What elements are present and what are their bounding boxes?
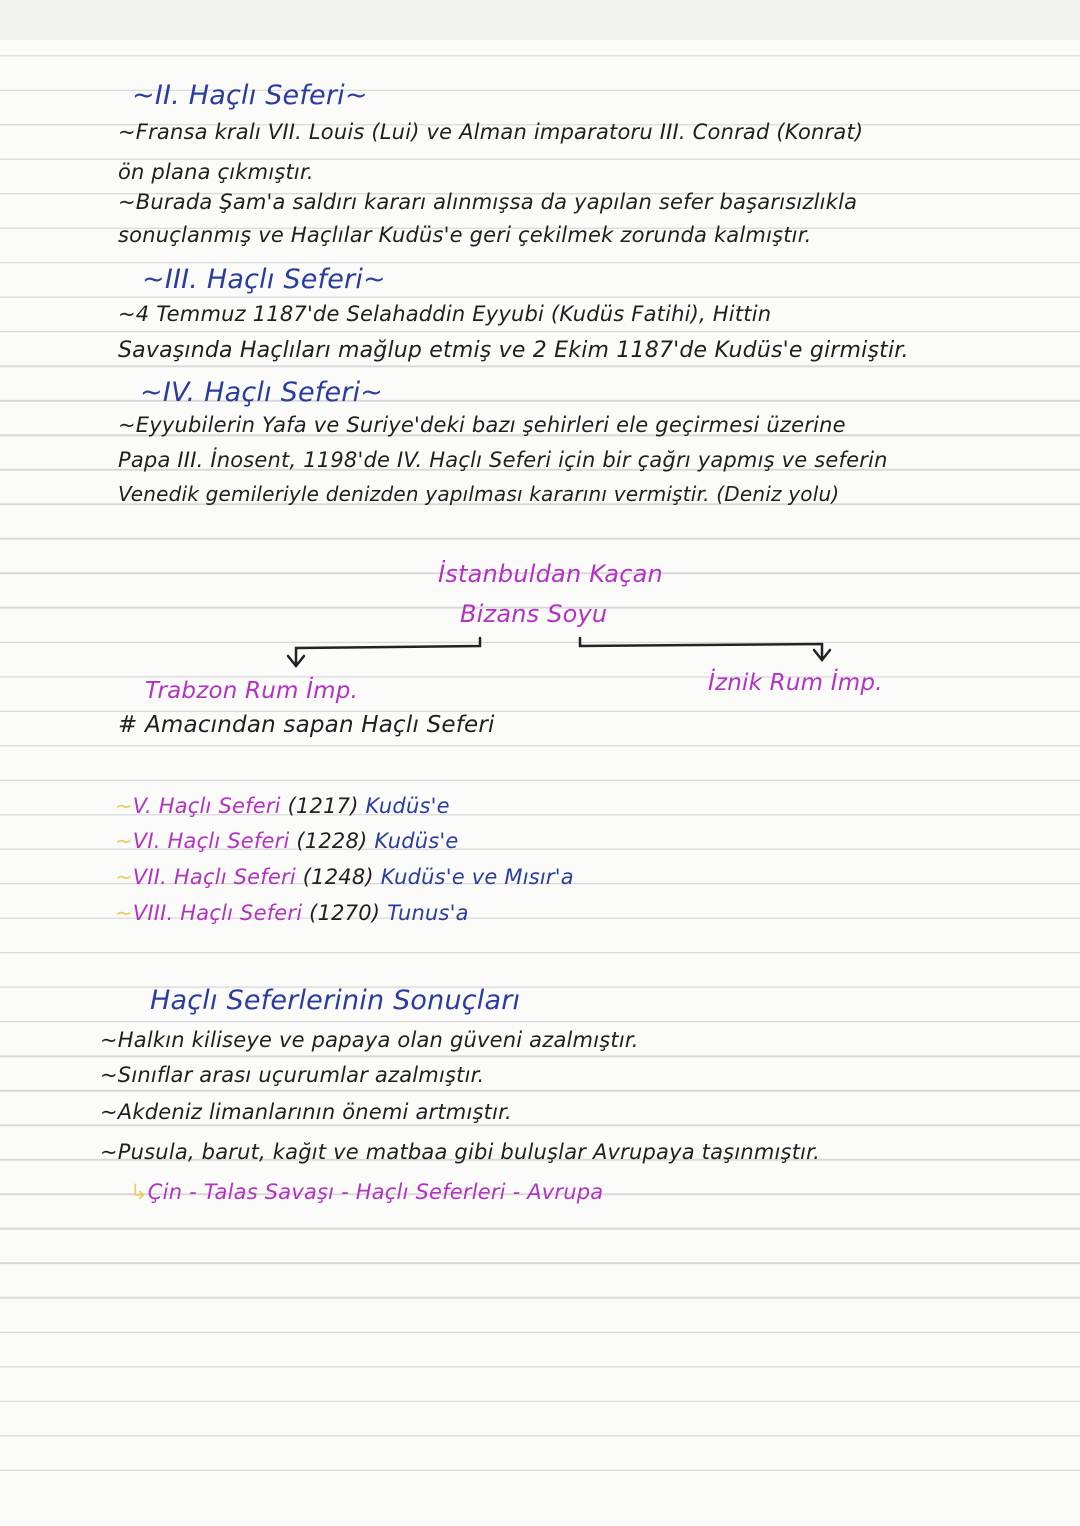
crusade-year: (1217) xyxy=(287,794,359,818)
note-line: # Amacından sapan Haçlı Seferi xyxy=(118,712,495,738)
crusade-list-item xyxy=(115,794,450,818)
crusade-year: (1228) xyxy=(296,829,368,853)
tilde-icon: ~ xyxy=(115,829,133,853)
text-line: ~Fransa kralı VII. Louis (Lui) ve Alman imparatoru III. Conrad (Konrat) xyxy=(118,120,864,144)
result-item: ~Akdeniz limanlarının önemi artmıştır. xyxy=(100,1100,512,1124)
diagram-left-node: Trabzon Rum İmp. xyxy=(145,678,359,704)
crusade-target: Kudüs'e xyxy=(365,794,450,818)
tilde-icon: ~ xyxy=(115,865,133,889)
crusade-target: Kudüs'e xyxy=(374,829,459,853)
text-line: ön plana çıkmıştır. xyxy=(118,160,314,184)
arrow-right xyxy=(580,638,822,658)
tilde-icon: ~ xyxy=(115,901,133,925)
text-line: sonuçlanmış ve Haçlılar Kudüs'e geri çekilmek zorunda kalmıştır. xyxy=(118,223,812,247)
crusade-name: VIII. Haçlı Seferi xyxy=(132,901,303,925)
diagram-root-line2: Bizans Soyu xyxy=(460,600,608,628)
subnote-text: Çin - Talas Savaşı - Haçlı Seferleri - Avrupa xyxy=(147,1180,604,1204)
result-item: ~Sınıflar arası uçurumlar azalmıştır. xyxy=(100,1063,485,1087)
crusade-name: VII. Haçlı Seferi xyxy=(132,865,296,889)
crusade-year: (1270) xyxy=(309,901,381,925)
crusade-list-item xyxy=(115,901,469,925)
text-line: Papa III. İnosent, 1198'de IV. Haçlı Seferi için bir çağrı yapmış ve seferin xyxy=(118,448,888,472)
result-subnote xyxy=(130,1180,603,1204)
section-title-2nd-crusade: ~II. Haçlı Seferi~ xyxy=(132,80,368,111)
section-title-3rd-crusade: ~III. Haçlı Seferi~ xyxy=(142,264,386,295)
diagram-root-line1: İstanbuldan Kaçan xyxy=(438,560,663,588)
arrow-icon: ↳ xyxy=(130,1180,148,1204)
page-bottom-blank xyxy=(0,1475,1080,1526)
text-line: Savaşında Haçlıları mağlup etmiş ve 2 Ekim 1187'de Kudüs'e girmiştir. xyxy=(118,338,909,363)
diagram-arrows xyxy=(0,0,1080,720)
crusade-year: (1248) xyxy=(302,865,374,889)
text-line: ~4 Temmuz 1187'de Selahaddin Eyyubi (Kudüs Fatihi), Hittin xyxy=(118,302,772,326)
crusade-target: Tunus'a xyxy=(387,901,469,925)
result-item: ~Pusula, barut, kağıt ve matbaa gibi buluşlar Avrupaya taşınmıştır. xyxy=(100,1140,820,1164)
crusade-name: V. Haçlı Seferi xyxy=(132,794,281,818)
crusade-target: Kudüs'e ve Mısır'a xyxy=(380,865,574,889)
section-title-4th-crusade: ~IV. Haçlı Seferi~ xyxy=(140,377,384,408)
crusade-name: VI. Haçlı Seferi xyxy=(132,829,290,853)
results-title: Haçlı Seferlerinin Sonuçları xyxy=(150,985,521,1016)
result-item: ~Halkın kiliseye ve papaya olan güveni azalmıştır. xyxy=(100,1028,639,1052)
diagram-right-node: İznik Rum İmp. xyxy=(708,670,883,696)
crusade-list-item xyxy=(115,865,574,889)
text-line: Venedik gemileriyle denizden yapılması kararını vermiştir. (Deniz yolu) xyxy=(118,482,840,506)
crusade-list-item xyxy=(115,829,459,853)
arrow-left xyxy=(296,638,480,664)
text-line: ~Burada Şam'a saldırı kararı alınmışsa da yapılan sefer başarısızlıkla xyxy=(118,190,858,214)
text-line: ~Eyyubilerin Yafa ve Suriye'deki bazı şehirleri ele geçirmesi üzerine xyxy=(118,413,846,437)
tilde-icon: ~ xyxy=(115,794,133,818)
